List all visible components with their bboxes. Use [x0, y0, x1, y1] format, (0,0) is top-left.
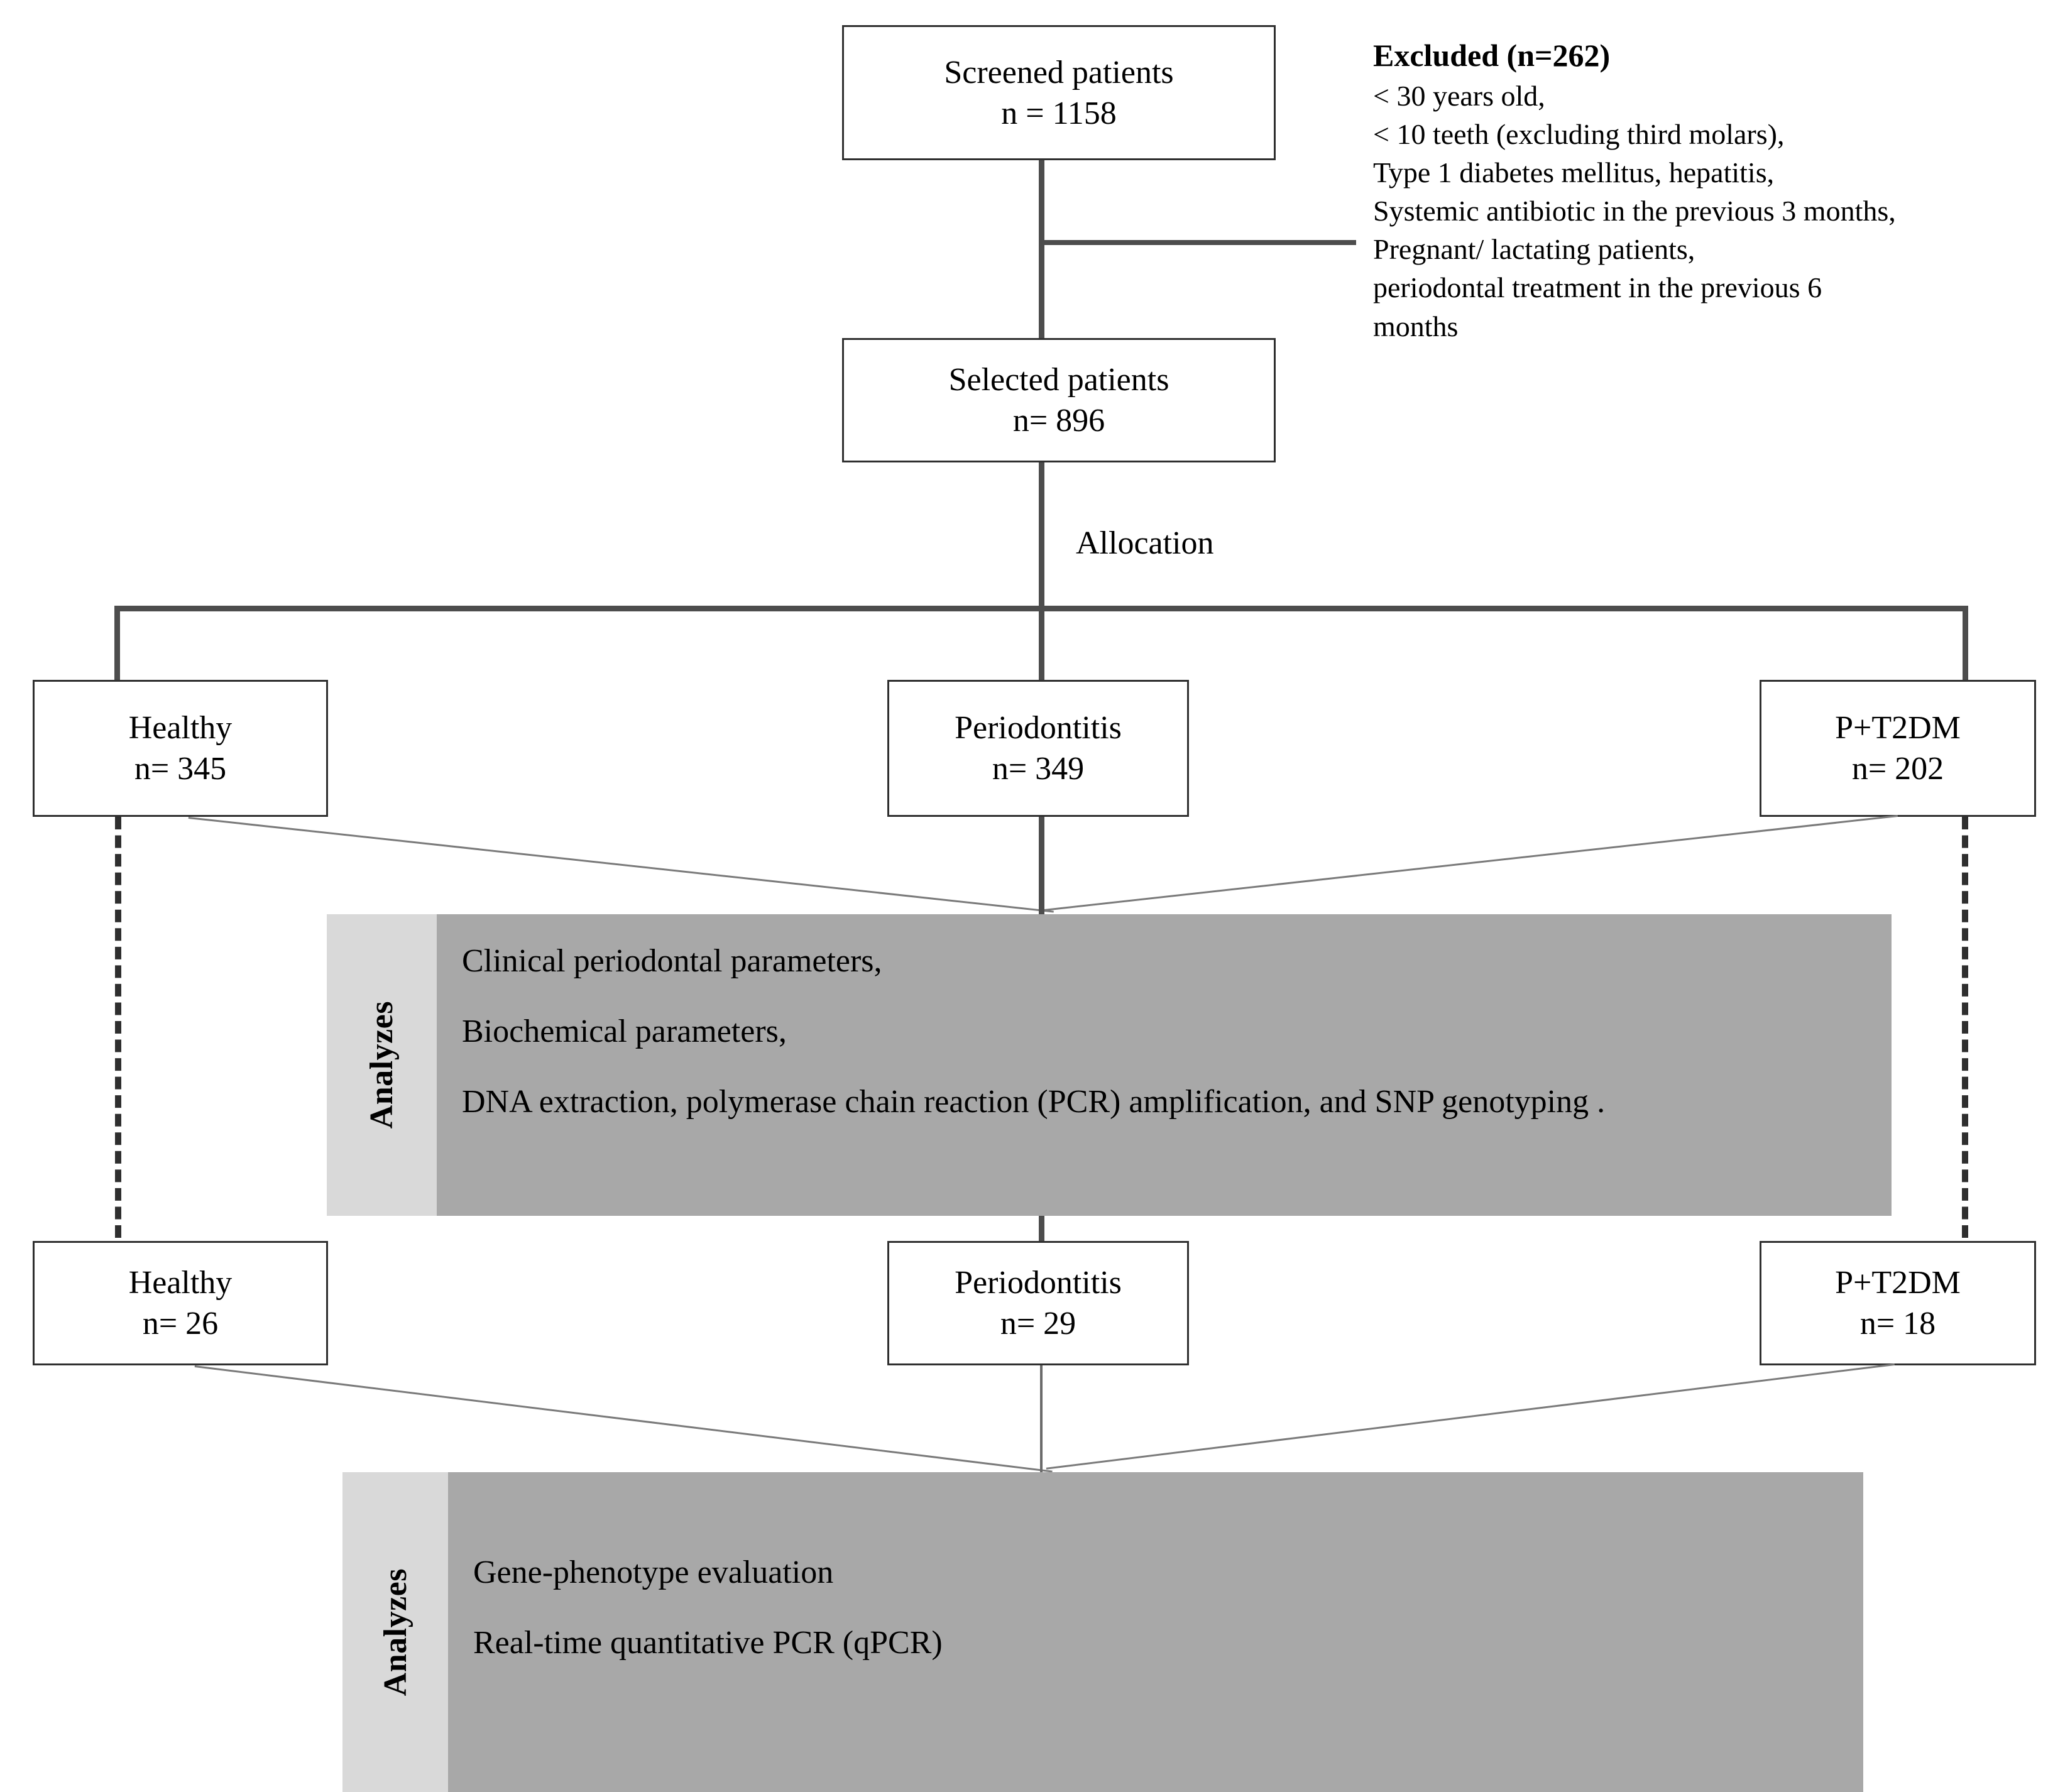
panel-analyses-1-item-1: Biochemical parameters, [462, 1013, 787, 1050]
panel-analyses-2-sidebar-label: Analyzes [377, 1568, 413, 1696]
panel-analyses-2-content [448, 1472, 1863, 1792]
box-screened-patients [842, 25, 1276, 160]
connector-selected-to-allocation [1039, 462, 1044, 609]
diagonal-healthy-to-analyses1 [189, 817, 1054, 913]
excluded-criterion-1: < 10 teeth (excluding third molars), [1373, 117, 1785, 150]
panel-analyses-2-item-0: Gene-phenotype evaluation [473, 1554, 834, 1590]
box-group2-periodontitis-count: n= 29 [1000, 1306, 1076, 1341]
box-screened-count: n = 1158 [1001, 95, 1117, 131]
box-group2-ptdm-label: P+T2DM [1835, 1265, 1961, 1301]
panel-analyses-1 [327, 914, 1892, 1216]
box-group1-ptdm-count: n= 202 [1851, 751, 1944, 787]
excluded-criterion-4: Pregnant/ lactating patients, [1373, 233, 1695, 266]
dashed-connector-ptdm [1962, 817, 1968, 1238]
excluded-criterion-2: Type 1 diabetes mellitus, hepatitis, [1373, 156, 1775, 188]
connector-periodontitis2-to-analyses2 [1040, 1365, 1043, 1472]
box-group2-healthy-label: Healthy [128, 1265, 233, 1301]
box-group1-healthy-count: n= 345 [134, 751, 227, 787]
diagonal-ptdm-to-analyses1 [1042, 815, 1898, 911]
box-group1-healthy [33, 680, 328, 817]
box-selected-label: Selected patients [948, 362, 1169, 398]
connector-excluded-branch [1039, 240, 1356, 245]
allocation-bus-right-drop [1963, 606, 1968, 681]
panel-analyses-1-sidebar-label: Analyzes [364, 1001, 400, 1129]
excluded-criterion-5: periodontal treatment in the previous 6 [1373, 271, 1822, 304]
connector-periodontitis-to-analyses1 [1039, 817, 1044, 914]
excluded-criterion-0: < 30 years old, [1373, 79, 1545, 112]
box-group2-ptdm [1760, 1241, 2036, 1365]
box-group1-ptdm-label: P+T2DM [1835, 710, 1961, 746]
allocation-label: Allocation [1076, 525, 1214, 561]
panel-analyses-1-content [437, 914, 1892, 1216]
box-group1-periodontitis [887, 680, 1189, 817]
box-screened-label: Screened patients [944, 54, 1174, 90]
allocation-bus-left-drop [114, 606, 120, 681]
panel-analyses-1-item-0: Clinical periodontal parameters, [462, 943, 882, 979]
allocation-bus-center-drop [1039, 606, 1044, 681]
box-group1-periodontitis-count: n= 349 [992, 751, 1085, 787]
diagonal-ptdm2-to-analyses2 [1046, 1363, 1895, 1470]
connector-screened-to-selected [1039, 160, 1044, 339]
excluded-criterion-6: months [1373, 310, 1459, 342]
diagonal-healthy2-to-analyses2 [195, 1365, 1053, 1473]
panel-analyses-2 [342, 1472, 1863, 1792]
box-selected-patients [842, 338, 1276, 462]
panel-analyses-2-item-1: Real-time quantitative PCR (qPCR) [473, 1625, 943, 1661]
excluded-note [1373, 35, 2033, 346]
box-group2-healthy [33, 1241, 328, 1365]
connector-analyses1-to-group2 [1039, 1216, 1044, 1241]
box-selected-count: n= 896 [1012, 403, 1105, 439]
panel-analyses-2-sidebar [342, 1472, 448, 1792]
excluded-title: Excluded (n=262) [1373, 38, 1611, 73]
box-group2-periodontitis [887, 1241, 1189, 1365]
box-group2-ptdm-count: n= 18 [1859, 1306, 1936, 1341]
box-group2-healthy-count: n= 26 [142, 1306, 219, 1341]
box-group1-periodontitis-label: Periodontitis [955, 710, 1122, 746]
panel-analyses-1-sidebar [327, 914, 437, 1216]
box-group2-periodontitis-label: Periodontitis [955, 1265, 1122, 1301]
box-group1-ptdm [1760, 680, 2036, 817]
panel-analyses-1-item-2: DNA extraction, polymerase chain reaction (PCR) amplification, and SNP genotyping . [462, 1084, 1606, 1120]
dashed-connector-healthy [115, 817, 121, 1238]
excluded-criterion-3: Systemic antibiotic in the previous 3 months, [1373, 195, 1896, 227]
box-group1-healthy-label: Healthy [128, 710, 233, 746]
